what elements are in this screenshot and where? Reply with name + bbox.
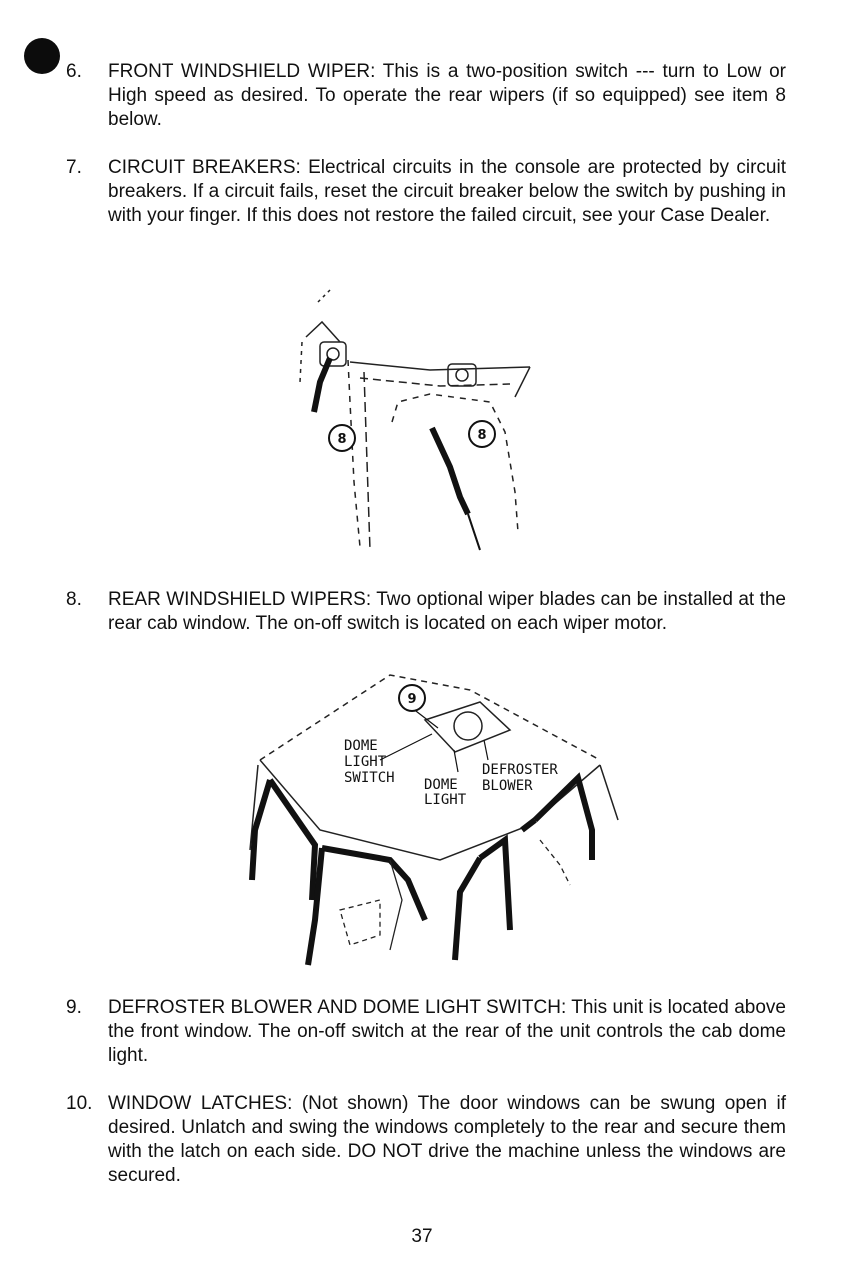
cab-roof-illustration bbox=[240, 660, 630, 970]
item-text: CIRCUIT BREAKERS: Electrical circuits in the console are protected by circuit breakers. If a circuit fails, reset the circuit breaker below the switch by pushing in with your finger. If this does not restore the failed circuit, see your Case Dealer. bbox=[108, 157, 786, 226]
item-text: FRONT WINDSHIELD WIPER: This is a two-position switch --- turn to Low or High speed as desired. To operate the rear wipers (if so equipped) see item 8 below. bbox=[108, 61, 786, 130]
label-dome-light-switch-line2: LIGHT bbox=[344, 754, 387, 770]
callout-9: 9 bbox=[407, 692, 417, 707]
item-text: REAR WINDSHIELD WIPERS: Two optional wiper blades can be installed at the rear cab window. The on-off switch is located on each wiper motor. bbox=[108, 589, 786, 634]
item-7 bbox=[66, 156, 786, 228]
item-6 bbox=[66, 60, 786, 132]
label-dome-light-line2: LIGHT bbox=[424, 792, 467, 808]
rear-wiper-illustration bbox=[290, 282, 550, 554]
item-8 bbox=[66, 588, 786, 636]
item-number: 9. bbox=[66, 997, 82, 1018]
item-9 bbox=[66, 996, 786, 1068]
label-defroster-blower-line2: BLOWER bbox=[482, 778, 533, 794]
label-dome-light-switch-line1: DOME bbox=[344, 738, 378, 754]
callout-8-right: 8 bbox=[477, 428, 487, 443]
item-text: WINDOW LATCHES: (Not shown) The door windows can be swung open if desired. Unlatch and swing the windows completely to the rear and secure them with the latch on each side. DO NOT drive the machine unless the windows are secured. bbox=[108, 1093, 786, 1186]
item-10 bbox=[66, 1092, 786, 1188]
item-text: DEFROSTER BLOWER AND DOME LIGHT SWITCH: This unit is located above the front window. The on-off switch at the rear of the unit controls the cab dome light. bbox=[108, 997, 786, 1066]
callout-8-left: 8 bbox=[337, 432, 347, 447]
label-dome-light-line1: DOME bbox=[424, 777, 458, 793]
binder-hole bbox=[24, 38, 60, 74]
item-number: 6. bbox=[66, 61, 82, 82]
label-dome-light-switch-line3: SWITCH bbox=[344, 770, 395, 786]
label-defroster-blower-line1: DEFROSTER bbox=[482, 762, 558, 778]
item-number: 7. bbox=[66, 157, 82, 178]
item-number: 8. bbox=[66, 589, 82, 610]
item-number: 10. bbox=[66, 1093, 93, 1114]
page-number: 37 bbox=[411, 1226, 433, 1247]
